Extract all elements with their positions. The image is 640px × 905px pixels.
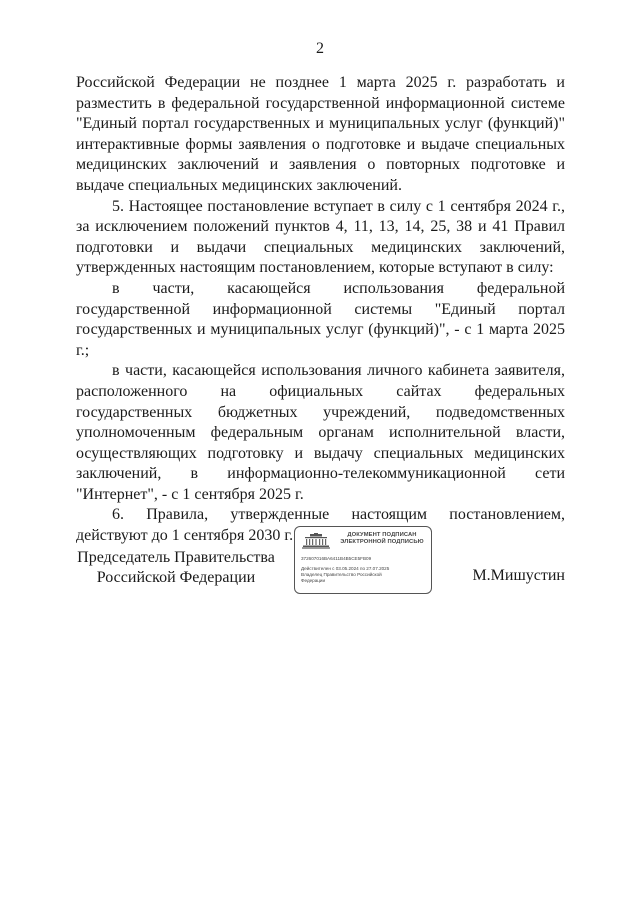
signer-name: М.Мишустин — [472, 567, 565, 584]
document-body — [76, 73, 565, 547]
paragraph-item-5: 5. Настоящее постановление вступает в силу с 1 сентября 2024 г., за исключением положений пунктов 4, 11, 13, 14, 25, 38 и 41 Правил подготовки и выдачи специальных медицинских заключений, утвержденных настоящим постановлением, которые вступают в силу: — [76, 197, 565, 277]
signature-block — [76, 526, 565, 596]
signer-title: Председатель Правительства Российской Федерации — [77, 549, 275, 586]
stamp-validity-period: Действителен с 03.05.2024 по 27.07.2025 — [301, 566, 390, 571]
stamp-heading: ДОКУМЕНТ ПОДПИСАН ЭЛЕКТРОННОЙ ПОДПИСЬЮ — [340, 532, 424, 545]
stamp-owner: Владелец Правительство Российской — [301, 572, 382, 577]
government-building-emblem-icon — [301, 533, 331, 549]
paragraph-cabinet-exception: в части, касающейся использования личного кабинета заявителя, расположенного на официальных сайтах федеральных государственных бюджетных учреждений, подведомственных уполномоченным федеральным органам исполнительной власти, осуществляющих подготовку и выдачу специальных медицинских заключений, в информационно-телекоммуникационной сети "Интернет", - с 1 сентября 2025 г. — [76, 362, 565, 503]
paragraph-item-6: 6. Правила, утвержденные настоящим постановлением, действуют до 1 сентября 2030 г. — [76, 506, 565, 545]
stamp-owner-continuation: Федерации — [301, 578, 326, 583]
page-number: 2 — [316, 40, 324, 57]
stamp-certificate-serial: 372607016BA6411B4B5CE5FB09 — [301, 556, 372, 561]
electronic-signature-stamp — [294, 526, 432, 594]
paragraph-continuation: Российской Федерации не позднее 1 марта 2025 г. разработать и разместить в федеральной государственной информационной системе "Единый портал государственных и муниципальных услуг (функций)" интерактивные формы заявления о подготовке и выдаче специальных медицинских заключений и заявления о повторных подготовке и выдаче специальных медицинских заключений. — [76, 74, 565, 194]
paragraph-portal-exception: в части, касающейся использования федеральной государственной информационной системы "Единый портал государственных и муниципальных услуг (функций)", - с 1 марта 2025 г.; — [76, 279, 565, 359]
